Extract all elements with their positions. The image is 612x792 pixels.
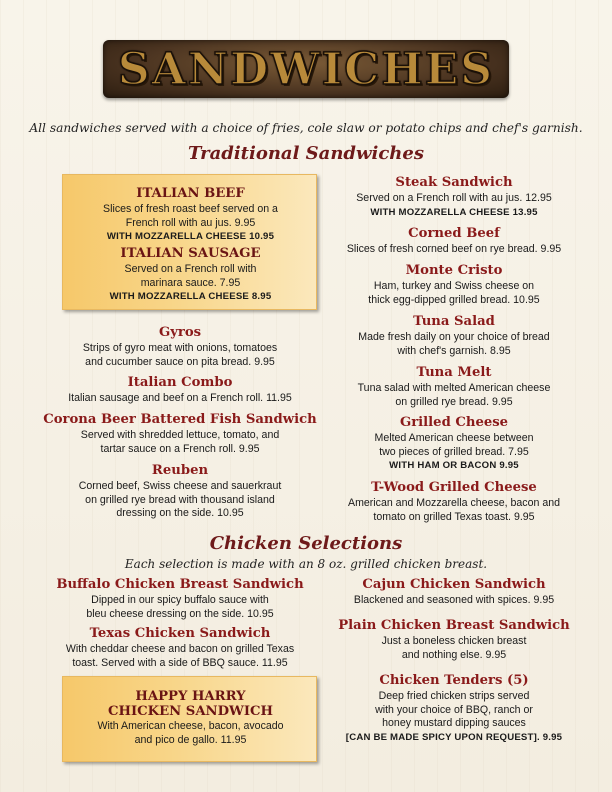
menu-item-chicken-tenders [318,672,590,744]
item-desc: toast. Served with a side of BBQ sauce. 11.95 [72,656,288,669]
item-name: Texas Chicken Sandwich [89,626,271,641]
item-desc: bleu cheese dressing on the side. 10.95 [86,607,274,620]
menu-item-twood-grilled-cheese [318,479,590,524]
intro-text: All sandwiches served with a choice of fries, cole slaw or potato chips and chef's garnish. [29,121,583,135]
item-desc: Italian sausage and beef on a French roll. 11.95 [68,392,292,404]
item-desc: and cucumber sauce on pita bread. 9.95 [85,355,275,368]
item-name: HAPPY HARRY [135,689,246,704]
item-name: Tuna Salad [413,314,495,329]
item-extra: WITH MOZZARELLA CHEESE 8.95 [109,291,272,302]
item-desc: dressing on the side. 10.95 [116,507,244,519]
menu-item-buffalo-chicken [30,576,330,621]
item-desc: on grilled rye bread. 9.95 [395,395,513,408]
banner-title: SANDWICHES [117,43,495,95]
item-desc: tartar sauce on a French roll. 9.95 [100,442,260,455]
item-extra: WITH MOZZARELLA CHEESE 10.95 [106,231,275,242]
menu-item-steak-sandwich [318,174,590,219]
menu-item-reuben [30,462,330,521]
item-name: Gyros [158,325,202,340]
item-desc: Just a boneless chicken breast [381,635,527,647]
item-desc: on grilled rye bread with thousand island [85,493,275,506]
menu-item-texas-chicken [30,625,330,670]
italian-highlight-box [62,174,317,310]
item-desc: With cheddar cheese and bacon on grilled Texas [65,643,295,655]
item-extra: [CAN BE MADE SPICY UPON REQUEST]. 9.95 [345,731,563,743]
item-desc: French roll with au jus. 9.95 [125,216,256,229]
item-desc: honey mustard dipping sauces [382,717,526,729]
item-name: Buffalo Chicken Breast Sandwich [56,577,304,592]
chicken-intro-text: Each selection is made with an 8 oz. grilled chicken breast. [124,557,488,571]
item-desc: and pico de gallo. 11.95 [134,733,247,746]
item-desc: Served on a French roll with au jus. 12.95 [356,192,552,204]
item-desc: Corned beef, Swiss cheese and sauerkraut [78,480,282,492]
menu-item-tuna-salad [318,313,590,358]
item-name: ITALIAN BEEF [136,186,245,201]
menu-item-italian-sausage [63,245,318,303]
item-desc: Blackened and seasoned with spices. 9.95 [353,594,555,606]
item-name: Steak Sandwich [395,175,513,190]
item-desc: Slices of fresh corned beef on rye bread. 9.95 [346,243,562,255]
menu-item-happy-harry [63,689,318,747]
menu-item-italian-combo [30,374,330,406]
item-name: Italian Combo [127,375,233,390]
item-desc: two pieces of grilled bread. 7.95 [379,445,529,458]
item-name: Monte Cristo [405,263,503,278]
item-name: Reuben [151,463,209,478]
menu-item-italian-beef [63,185,318,243]
item-desc: Slices of fresh roast beef served on a [103,203,278,215]
item-desc: and nothing else. 9.95 [401,648,507,661]
menu-item-monte-cristo [318,262,590,307]
sandwiches-banner [103,40,509,98]
item-extra: WITH HAM OR BACON 9.95 [389,460,519,471]
menu-item-cajun-chicken [318,576,590,608]
item-name: Cajun Chicken Sandwich [362,577,546,592]
item-name: Corned Beef [408,226,500,241]
item-name: Chicken Tenders (5) [379,673,529,688]
item-desc: Strips of gyro meat with onions, tomatoes [82,342,278,354]
item-desc: With American cheese, bacon, avocado [97,720,284,732]
menu-item-grilled-cheese [318,414,590,472]
menu-item-tuna-melt [318,364,590,409]
item-name: T-Wood Grilled Cheese [371,480,537,495]
menu-item-fish-sandwich [30,411,330,456]
menu-item-corned-beef [318,225,590,257]
item-desc: marinara sauce. 7.95 [140,276,241,289]
item-name: Grilled Cheese [399,415,509,430]
chicken-section-title: Chicken Selections [209,533,403,554]
item-name: Plain Chicken Breast Sandwich [338,618,570,633]
item-extra: WITH MOZZARELLA CHEESE 13.95 [370,206,538,218]
item-desc: Ham, turkey and Swiss cheese on [373,280,535,292]
item-desc: Served on a French roll with [124,263,257,275]
item-desc: Tuna salad with melted American cheese [357,382,551,394]
traditional-section-title: Traditional Sandwiches [188,143,424,164]
item-desc: thick egg-dipped grilled bread. 10.95 [368,293,540,306]
item-desc: American and Mozzarella cheese, bacon and [348,497,560,509]
item-desc: tomato on grilled Texas toast. 9.95 [373,510,535,523]
item-desc: Melted American cheese between [374,432,534,444]
item-desc: Dipped in our spicy buffalo sauce with [91,594,269,606]
happy-harry-highlight-box [62,676,317,762]
item-desc: Made fresh daily on your choice of bread [358,331,550,343]
menu-item-gyros [30,324,330,369]
item-desc: Served with shredded lettuce, tomato, and [80,429,280,441]
menu-item-plain-chicken [318,617,590,662]
item-name: Corona Beer Battered Fish Sandwich [43,412,317,427]
item-desc: with chef's garnish. 8.95 [397,344,511,357]
item-name: Tuna Melt [416,365,492,380]
item-name-line2: CHICKEN SANDWICH [108,704,273,719]
item-desc: with your choice of BBQ, ranch or [375,703,533,716]
item-desc: Deep fried chicken strips served [378,690,530,702]
item-name: ITALIAN SAUSAGE [120,246,261,261]
